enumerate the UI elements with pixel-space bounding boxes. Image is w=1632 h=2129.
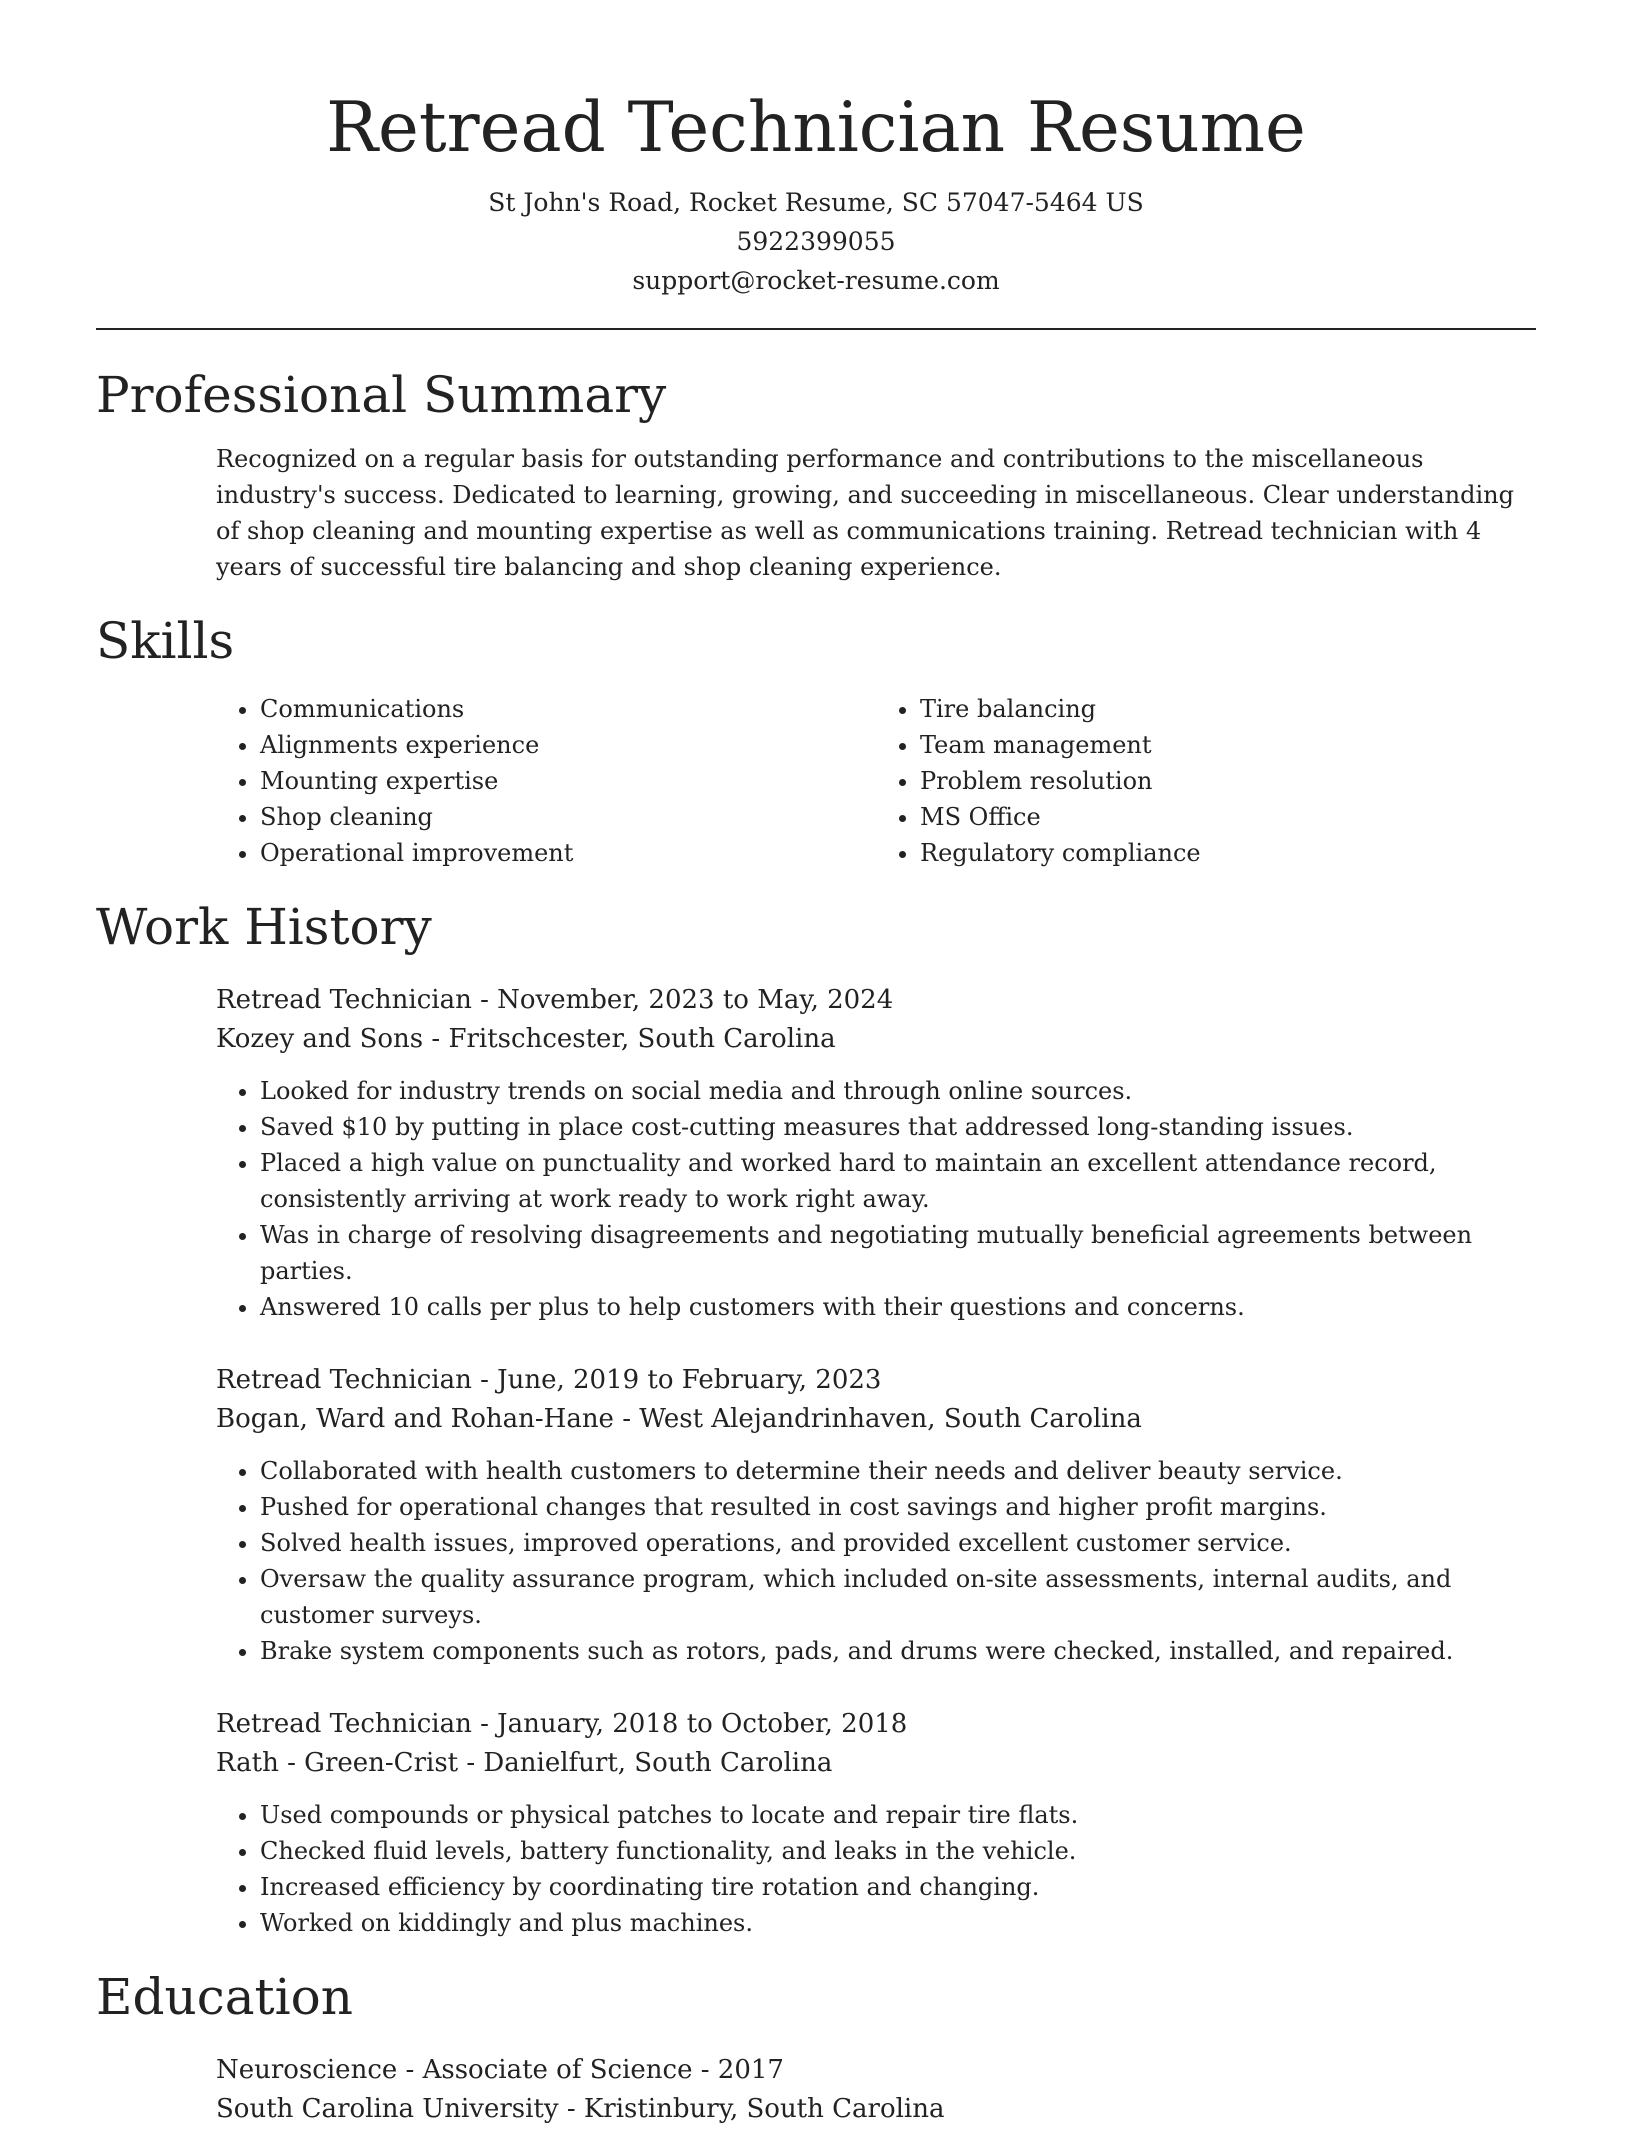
skills-list-left [216, 691, 876, 871]
skill-item: • Team management [920, 727, 1536, 763]
job-bullet: • Brake system components such as rotors, pads, and drums were checked, installed, and repaired. [260, 1633, 1536, 1669]
contact-info [96, 183, 1536, 300]
summary-heading: Professional Summary [96, 366, 667, 424]
job-bullets [216, 1453, 1536, 1669]
job-entry [216, 1705, 1536, 1941]
contact-phone: 5922399055 [736, 227, 896, 256]
skills-section [96, 609, 1536, 871]
job-bullet: • Oversaw the quality assurance program, which included on-site assessments, internal audits, and customer surveys. [260, 1561, 1536, 1633]
resume-title: Retread Technician Resume [326, 88, 1306, 168]
job-bullet: • Checked fluid levels, battery functionality, and leaks in the vehicle. [260, 1833, 1536, 1869]
job-bullets [216, 1073, 1536, 1325]
skill-item: • Communications [260, 691, 876, 727]
skill-item: • Problem resolution [920, 763, 1536, 799]
summary-text: Recognized on a regular basis for outstanding performance and contributions to the miscellaneous industry's success. Dedicated to learning, growing, and succeeding in miscellaneous. Clear understanding of shop cleaning and mounting expertise as well as communications training. Retread technician with 4 years of successful tire balancing and shop cleaning experience. [216, 445, 1514, 581]
job-bullet: • Looked for industry trends on social media and through online sources. [260, 1073, 1536, 1109]
skill-item: • MS Office [920, 799, 1536, 835]
work-history-section [96, 895, 1536, 1941]
job-bullets [216, 1797, 1536, 1941]
job-title-dates: Retread Technician - November, 2023 to May, 2024 [216, 985, 894, 1015]
education-degree: Neuroscience - Associate of Science - 2017 [216, 2055, 784, 2085]
skills-heading: Skills [96, 612, 235, 670]
skill-item: • Operational improvement [260, 835, 876, 871]
resume-page [96, 0, 1536, 2129]
job-bullet: • Solved health issues, improved operations, and provided excellent customer service. [260, 1525, 1536, 1561]
job-bullet: • Was in charge of resolving disagreements and negotiating mutually beneficial agreements between parties. [260, 1217, 1536, 1289]
job-bullet: • Increased efficiency by coordinating tire rotation and changing. [260, 1869, 1536, 1905]
skills-grid [216, 691, 1536, 871]
job-company-location: Rath - Green-Crist - Danielfurt, South Carolina [216, 1748, 833, 1778]
job-bullet: • Collaborated with health customers to determine their needs and deliver beauty service. [260, 1453, 1536, 1489]
job-bullet: • Pushed for operational changes that resulted in cost savings and higher profit margins. [260, 1489, 1536, 1525]
job-bullet: • Saved $10 by putting in place cost-cutting measures that addressed long-standing issues. [260, 1109, 1536, 1145]
header-divider [96, 328, 1536, 330]
skill-item: • Mounting expertise [260, 763, 876, 799]
work-history-heading: Work History [96, 898, 432, 956]
job-company-location: Kozey and Sons - Fritschcester, South Carolina [216, 1024, 836, 1054]
skills-list-right [876, 691, 1536, 871]
contact-email: support@rocket-resume.com [632, 266, 1000, 295]
job-title-dates: Retread Technician - January, 2018 to October, 2018 [216, 1709, 908, 1739]
skill-item: • Tire balancing [920, 691, 1536, 727]
resume-header [96, 0, 1536, 300]
summary-section [96, 363, 1536, 585]
job-bullet: • Used compounds or physical patches to locate and repair tire flats. [260, 1797, 1536, 1833]
contact-address: St John's Road, Rocket Resume, SC 57047-5464 US [488, 188, 1144, 217]
job-bullet: • Answered 10 calls per plus to help customers with their questions and concerns. [260, 1289, 1536, 1325]
job-entry [216, 981, 1536, 1325]
skill-item: • Shop cleaning [260, 799, 876, 835]
skill-item: • Regulatory compliance [920, 835, 1536, 871]
job-entry [216, 1361, 1536, 1669]
skill-item: • Alignments experience [260, 727, 876, 763]
job-company-location: Bogan, Ward and Rohan-Hane - West Alejandrinhaven, South Carolina [216, 1404, 1142, 1434]
job-bullet: • Placed a high value on punctuality and worked hard to maintain an excellent attendance record, consistently arriving at work ready to work right away. [260, 1145, 1536, 1217]
education-entry [216, 2051, 1536, 2129]
education-section [96, 1965, 1536, 2129]
education-heading: Education [96, 1968, 353, 2026]
job-bullet: • Worked on kiddingly and plus machines. [260, 1905, 1536, 1941]
education-school: South Carolina University - Kristinbury, South Carolina [216, 2094, 945, 2124]
job-title-dates: Retread Technician - June, 2019 to February, 2023 [216, 1365, 882, 1395]
